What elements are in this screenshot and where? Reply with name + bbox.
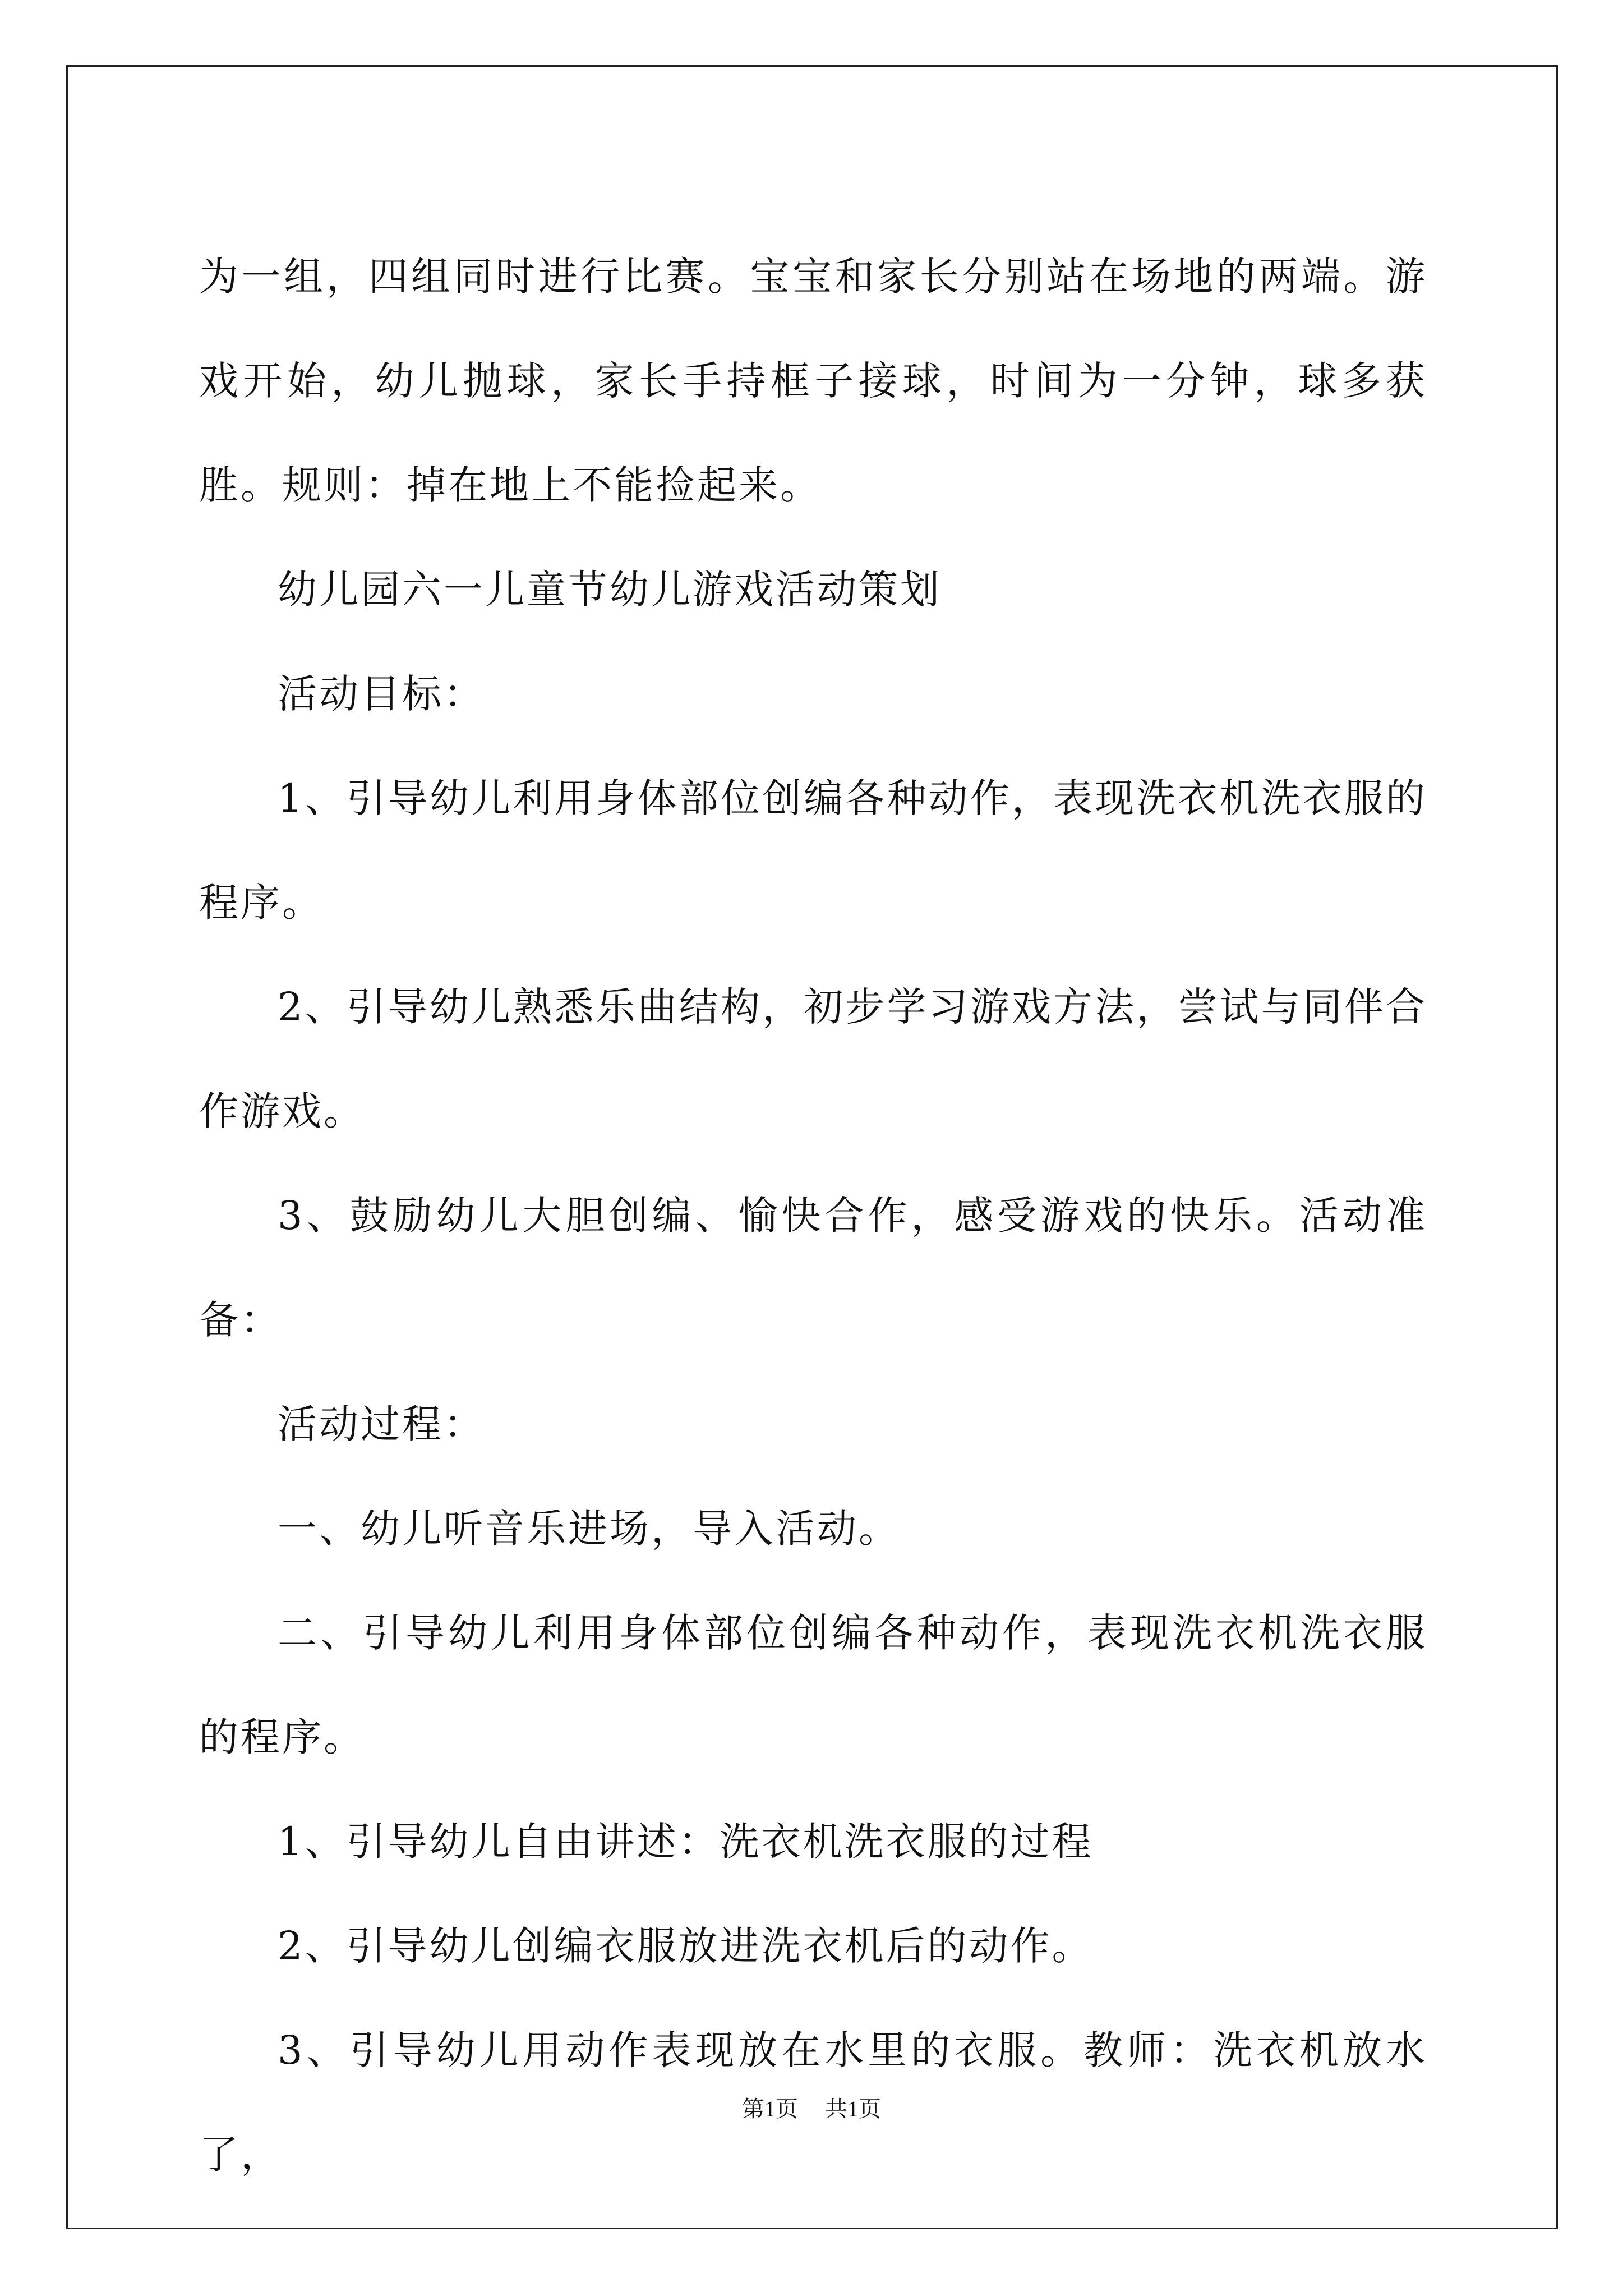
- section-title: 幼儿园六一儿童节幼儿游戏活动策划: [278, 567, 942, 613]
- document-body: [199, 224, 1427, 2207]
- paragraph-substep-2: 2、引导幼儿创编衣服放进洗衣机后的动作。: [278, 1923, 1094, 1969]
- paragraph-substep-1: 1、引导幼儿自由讲述：洗衣机洗衣服的过程: [278, 1819, 1094, 1865]
- page-footer: [0, 2092, 1623, 2126]
- paragraph-objective-1: 1、引导幼儿利用身体部位创编各种动作，表现洗衣机洗衣服的程序。: [199, 775, 1427, 926]
- page-total-label: 共1页: [825, 2096, 881, 2122]
- page-number-label: 第1页: [742, 2096, 798, 2122]
- paragraph-step-one: 一、幼儿听音乐进场，导入活动。: [278, 1506, 900, 1552]
- paragraph-1: 为一组，四组同时进行比赛。宝宝和家长分别站在场地的两端。游戏开始，幼儿抛球，家长手持框子接球，时间为一分钟，球多获胜。规则：掉在地上不能捡起来。: [199, 254, 1427, 508]
- paragraph-process-heading: 活动过程：: [278, 1401, 485, 1447]
- paragraph-objectives-heading: 活动目标：: [278, 671, 485, 717]
- paragraph-objective-2: 2、引导幼儿熟悉乐曲结构，初步学习游戏方法，尝试与同伴合作游戏。: [199, 984, 1427, 1134]
- paragraph-objective-3: 3、鼓励幼儿大胆创编、愉快合作，感受游戏的快乐。活动准备：: [199, 1193, 1427, 1343]
- paragraph-substep-3: 3、引导幼儿用动作表现放在水里的衣服。教师：洗衣机放水了，: [199, 2027, 1427, 2178]
- paragraph-step-two: 二、引导幼儿利用身体部位创编各种动作，表现洗衣机洗衣服的程序。: [199, 1610, 1427, 1760]
